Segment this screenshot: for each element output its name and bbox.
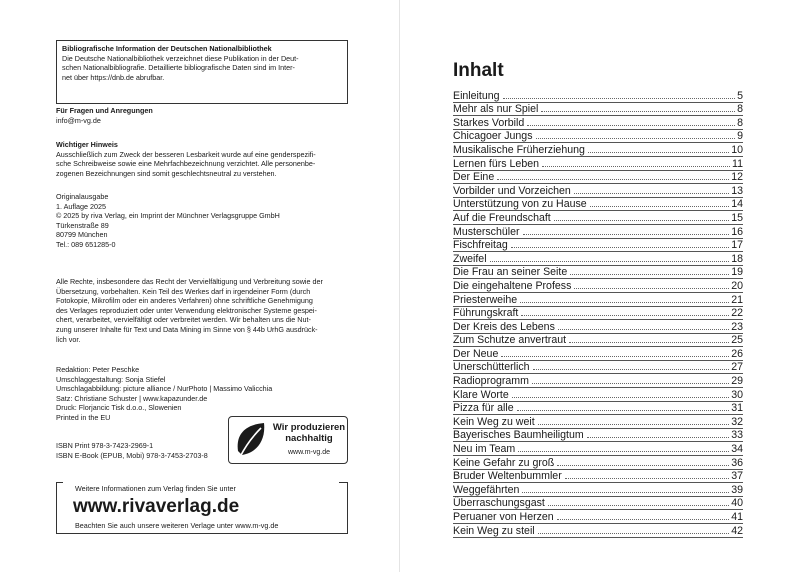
toc-leader-dots <box>501 356 729 357</box>
edition-line: Tel.: 089 651285-0 <box>56 239 116 249</box>
credits-line: Umschlagabbildung: picture alliance / NurPhoto | Massimo Valicchia <box>56 384 273 394</box>
rights-line: Übersetzung, vorbehalten. Kein Teil des Werkes darf in irgendeiner Form (durch <box>56 286 311 296</box>
toc-entry-title: Zum Schutze anvertraut <box>453 334 567 347</box>
toc-entry-page: 11 <box>732 157 743 170</box>
toc-leader-dots <box>538 533 730 534</box>
toc-entry-page: 8 <box>737 116 743 129</box>
toc-entry-page: 18 <box>731 252 743 265</box>
credits-line: Umschlaggestaltung: Sonja Stiefel <box>56 374 166 384</box>
toc-entry-page: 19 <box>731 266 743 279</box>
toc-leader-dots <box>521 315 729 316</box>
rights-block <box>56 277 350 344</box>
toc-entry[interactable] <box>453 334 743 348</box>
toc-entry-page: 22 <box>731 307 743 320</box>
toc-entry-page: 12 <box>731 171 743 184</box>
isbn-ebook: ISBN E-Book (EPUB, Mobi) 978-3-7453-2703-8 <box>56 450 208 460</box>
toc-entry[interactable] <box>453 252 743 266</box>
edition-line: 1. Auflage 2025 <box>56 201 106 211</box>
badge-line1: Wir produzieren <box>272 422 346 433</box>
toc-entry[interactable] <box>453 415 743 429</box>
rights-line: zung unserer Inhalte für Text und Data Mining im Sinne von § 44b UrhG ausdrück- <box>56 324 318 334</box>
toc-entry-title: Pizza für alle <box>453 402 514 415</box>
toc-entry-page: 39 <box>731 483 743 496</box>
toc-leader-dots <box>527 125 735 126</box>
toc-entry-page: 37 <box>731 470 743 483</box>
toc-entry-page: 25 <box>731 334 743 347</box>
toc-leader-dots <box>512 397 729 398</box>
toc-entry[interactable] <box>453 116 743 130</box>
toc-entry-page: 27 <box>731 361 743 374</box>
toc-entry[interactable] <box>453 402 743 416</box>
toc-entry[interactable] <box>453 130 743 144</box>
toc-leader-dots <box>511 247 729 248</box>
isbn-print: ISBN Print 978-3-7423-2969-1 <box>56 441 154 450</box>
biblio-box <box>56 40 348 104</box>
publisher-box <box>56 482 348 534</box>
toc-leader-dots <box>569 342 729 343</box>
toc-entry-title: Kein Weg zu steil <box>453 524 535 537</box>
toc-leader-dots <box>520 302 729 303</box>
biblio-line: net über https://dnb.de abrufbar. <box>62 72 165 82</box>
toc-leader-dots <box>523 234 730 235</box>
toc-leader-dots <box>588 152 729 153</box>
toc-entry[interactable] <box>453 198 743 212</box>
rights-line: Fotokopie, Mikrofilm oder ein anderes Verfahren) ohne schriftliche Genehmigung <box>56 296 313 306</box>
toc-entry-page: 5 <box>737 89 743 102</box>
toc-entry[interactable] <box>453 470 743 484</box>
toc-entry-title: Vorbilder und Vorzeichen <box>453 184 571 197</box>
toc-entry-page: 20 <box>731 279 743 292</box>
toc-entry-title: Einleitung <box>453 89 500 102</box>
contact-heading: Für Fragen und Anregungen <box>56 106 153 115</box>
credits-line: Druck: Florjancic Tisk d.o.o., Slowenien <box>56 403 182 413</box>
contents-page <box>400 0 800 572</box>
toc-leader-dots <box>570 274 729 275</box>
toc-entry-page: 42 <box>731 524 743 537</box>
rights-line: Alle Rechte, insbesondere das Recht der Vervielfältigung und Verbreitung sowie der <box>56 277 323 286</box>
edition-block <box>56 192 350 250</box>
toc-leader-dots <box>565 478 729 479</box>
toc-entry[interactable] <box>453 103 743 117</box>
toc-leader-dots <box>587 437 729 438</box>
toc-entry[interactable] <box>453 157 743 171</box>
toc-entry-page: 16 <box>731 225 743 238</box>
toc-entry-title: Unerschütterlich <box>453 361 530 374</box>
toc-entry-page: 14 <box>731 198 743 211</box>
toc-entry-title: Kein Weg zu weit <box>453 415 535 428</box>
publisher-other-text: Beachten Sie auch unsere weiteren Verlage unter www.m-vg.de <box>75 521 279 530</box>
sustainability-badge <box>228 416 348 464</box>
toc-entry-title: Weggefährten <box>453 483 520 496</box>
toc-entry-page: 23 <box>731 320 743 333</box>
toc-leader-dots <box>557 465 729 466</box>
biblio-line: schen Nationalbibliografie. Detaillierte bibliografische Daten sind im Inter- <box>62 63 295 73</box>
notice-heading: Wichtiger Hinweis <box>56 140 118 149</box>
toc-entry[interactable] <box>453 347 743 361</box>
toc-entry-title: Die eingehaltene Profess <box>453 279 572 292</box>
toc-entry-title: Der Kreis des Lebens <box>453 320 555 333</box>
toc-leader-dots <box>558 329 729 330</box>
toc-entry-title: Musikalische Früherziehung <box>453 143 585 156</box>
toc-entry-page: 40 <box>731 497 743 510</box>
toc-entry-title: Neu im Team <box>453 443 516 456</box>
toc-entry-title: Chicagoer Jungs <box>453 130 533 143</box>
publisher-info-text: Weitere Informationen zum Verlag finden Sie unter <box>75 484 236 493</box>
toc-entry[interactable] <box>453 171 743 185</box>
isbn-block <box>56 441 226 460</box>
toc-leader-dots <box>533 369 730 370</box>
toc-entry-page: 13 <box>731 184 743 197</box>
toc-entry[interactable] <box>453 429 743 443</box>
toc-entry-title: Der Neue <box>453 347 499 360</box>
toc-entry-title: Zweifel <box>453 252 487 265</box>
toc-leader-dots <box>557 519 730 520</box>
badge-title <box>271 422 347 444</box>
edition-line: © 2025 by riva Verlag, ein Imprint der Münchner Verlagsgruppe GmbH <box>56 211 280 221</box>
toc-entry-title: Führungskraft <box>453 307 519 320</box>
toc-entry[interactable] <box>453 225 743 239</box>
notice-line: Ausschließlich zum Zweck der besseren Lesbarkeit wurde auf eine genderspezifi- <box>56 149 316 159</box>
toc-leader-dots <box>541 111 735 112</box>
toc-entry[interactable] <box>453 293 743 307</box>
toc-leader-dots <box>490 261 730 262</box>
toc-entry-title: Mehr als nur Spiel <box>453 103 539 116</box>
toc-entry[interactable] <box>453 524 743 538</box>
toc-entry[interactable] <box>453 307 743 321</box>
toc-leader-dots <box>574 288 729 289</box>
toc-entry[interactable] <box>453 374 743 388</box>
toc-entry[interactable] <box>453 388 743 402</box>
credits-block <box>56 365 350 423</box>
toc-leader-dots <box>503 98 736 99</box>
toc-entry-page: 34 <box>731 443 743 456</box>
toc-entry-title: Unterstützung von zu Hause <box>453 198 587 211</box>
credits-line: Satz: Christiane Schuster | www.kapazunder.de <box>56 393 208 403</box>
toc-entry[interactable] <box>453 483 743 497</box>
toc-entry-page: 33 <box>731 429 743 442</box>
toc-entry-title: Bayerisches Baumheiligtum <box>453 429 584 442</box>
edition-line: Originalausgabe <box>56 192 109 201</box>
badge-url[interactable]: www.m-vg.de <box>287 449 330 456</box>
toc-entry-title: Der Eine <box>453 171 495 184</box>
toc-leader-dots <box>590 206 730 207</box>
toc-entry-title: Starkes Vorbild <box>453 116 525 129</box>
toc-entry[interactable] <box>453 497 743 511</box>
toc-entry-title: Überraschungsgast <box>453 497 545 510</box>
contact-block <box>56 106 350 125</box>
toc-entry-page: 29 <box>731 375 743 388</box>
toc-entry[interactable] <box>453 510 743 524</box>
toc-entry[interactable] <box>453 456 743 470</box>
badge-line2: nachhaltig <box>285 433 333 444</box>
biblio-heading: Bibliografische Information der Deutschen Nationalbibliothek <box>62 44 272 53</box>
toc-entry-title: Bruder Weltenbummler <box>453 470 562 483</box>
toc-entry-page: 30 <box>731 388 743 401</box>
toc-entry-page: 36 <box>731 456 743 469</box>
rights-line: des Verlages reproduziert oder unter Verwendung elektronischer Systeme gespei- <box>56 305 317 315</box>
toc-entry-page: 17 <box>731 239 743 252</box>
toc-entry-page: 21 <box>731 293 743 306</box>
toc-entry-page: 9 <box>737 130 743 143</box>
toc-entry[interactable] <box>453 320 743 334</box>
credits-line: Printed in the EU <box>56 412 111 422</box>
rights-line: chert, verarbeitet, vervielfältigt oder verbreitet werden. Wir behalten uns die Nut- <box>56 315 311 325</box>
toc-entry-title: Radioprogramm <box>453 375 529 388</box>
toc-entry-title: Auf die Freundschaft <box>453 211 551 224</box>
toc-entry-title: Peruaner von Herzen <box>453 511 554 523</box>
toc-leader-dots <box>574 193 729 194</box>
toc-list <box>453 89 743 538</box>
toc-entry-title: Klare Worte <box>453 388 509 401</box>
toc-leader-dots <box>538 424 730 425</box>
toc-entry-title: Keine Gefahr zu groß <box>453 456 555 469</box>
toc-leader-dots <box>554 220 729 221</box>
edition-line: 80799 München <box>56 230 108 240</box>
toc-entry-title: Musterschüler <box>453 225 520 238</box>
toc-entry-page: 10 <box>731 143 743 156</box>
toc-entry[interactable] <box>453 266 743 280</box>
toc-entry[interactable] <box>453 442 743 456</box>
contact-email[interactable]: info@m-vg.de <box>56 115 101 125</box>
toc-leader-dots <box>542 166 730 167</box>
notice-line: sche Schreibweise sowie eine Mehrfachbezeichnung verzichtet. Alle personenbe- <box>56 159 316 169</box>
toc-entry-title: Priesterweihe <box>453 293 518 306</box>
edition-line: Türkenstraße 89 <box>56 220 109 230</box>
toc-entry-title: Lernen fürs Leben <box>453 157 539 170</box>
publisher-url[interactable]: www.rivaverlag.de <box>73 496 240 517</box>
notice-block <box>56 140 350 178</box>
toc-entry[interactable] <box>453 89 743 103</box>
toc-leader-dots <box>548 505 729 506</box>
toc-entry[interactable] <box>453 143 743 157</box>
toc-leader-dots <box>522 492 729 493</box>
toc-entry[interactable] <box>453 361 743 375</box>
toc-leader-dots <box>518 451 729 452</box>
toc-leader-dots <box>517 410 730 411</box>
biblio-line: Die Deutsche Nationalbibliothek verzeichnet diese Publikation in der Deut- <box>62 53 299 63</box>
toc-title: Inhalt <box>453 60 504 81</box>
toc-entry[interactable] <box>453 239 743 253</box>
toc-leader-dots <box>536 138 736 139</box>
toc-entry[interactable] <box>453 184 743 198</box>
toc-entry-page: 8 <box>737 103 743 116</box>
toc-entry-page: 41 <box>731 511 743 523</box>
leaf-icon <box>234 421 268 459</box>
credits-line: Redaktion: Peter Peschke <box>56 365 140 374</box>
toc-entry-title: Fischfreitag <box>453 239 508 252</box>
toc-entry-page: 15 <box>731 211 743 224</box>
toc-entry-page: 32 <box>731 415 743 428</box>
toc-entry-page: 31 <box>731 402 743 415</box>
toc-leader-dots <box>497 179 729 180</box>
toc-entry-title: Die Frau an seiner Seite <box>453 266 568 279</box>
notice-line: zogenen Bezeichnungen sind somit geschlechtsneutral zu verstehen. <box>56 168 277 178</box>
rights-line: lich vor. <box>56 334 81 344</box>
toc-leader-dots <box>532 383 729 384</box>
toc-entry[interactable] <box>453 211 743 225</box>
toc-entry-page: 26 <box>731 347 743 360</box>
toc-entry[interactable] <box>453 279 743 293</box>
